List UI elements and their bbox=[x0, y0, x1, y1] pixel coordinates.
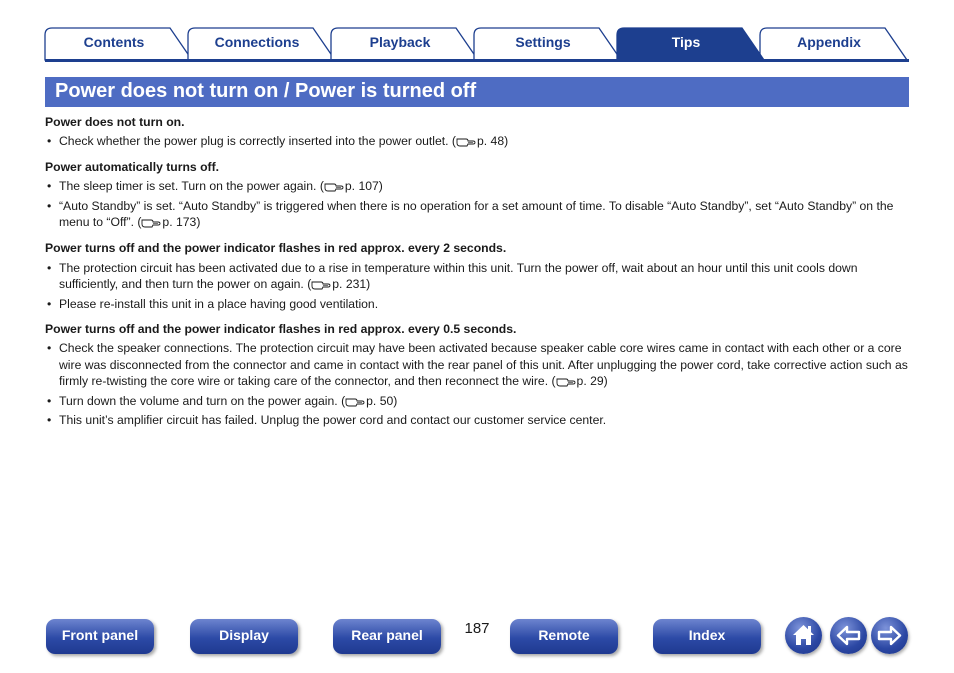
list-item bbox=[45, 198, 910, 233]
page-reference-text: p. 107 bbox=[344, 179, 379, 194]
section-heading: Power automatically turns off. bbox=[45, 159, 220, 174]
tab-playback[interactable]: Playback bbox=[369, 34, 431, 50]
home-icon bbox=[785, 617, 822, 654]
index-label: Index bbox=[688, 627, 726, 643]
page-number: 187 bbox=[464, 620, 490, 637]
front-panel-label: Front panel bbox=[61, 627, 139, 643]
list-item bbox=[45, 340, 910, 391]
bullet-list bbox=[45, 178, 910, 232]
bullet-list bbox=[45, 340, 910, 428]
page-reference[interactable]: ( p. 50) bbox=[341, 394, 397, 408]
content-area bbox=[45, 114, 910, 430]
tab-underline bbox=[45, 59, 909, 62]
bullet-icon: • bbox=[47, 198, 52, 213]
pointing-hand-icon bbox=[311, 278, 331, 294]
back-arrow-icon bbox=[830, 617, 867, 654]
bullet-icon: • bbox=[47, 260, 52, 275]
display-button[interactable] bbox=[190, 619, 298, 654]
pointing-hand-icon bbox=[324, 180, 344, 196]
forward-arrow-icon bbox=[871, 617, 908, 654]
page-reference[interactable]: ( p. 29) bbox=[551, 374, 607, 388]
bullet-icon: • bbox=[47, 134, 52, 149]
list-item bbox=[45, 260, 910, 295]
bullet-icon: • bbox=[47, 413, 52, 428]
item-text: Turn down the volume and turn on the power again. bbox=[59, 393, 338, 408]
pointing-hand-icon bbox=[456, 135, 476, 151]
page-title: Power does not turn on / Power is turned off bbox=[55, 80, 477, 102]
bullet-icon: • bbox=[47, 341, 52, 356]
display-label: Display bbox=[219, 627, 269, 643]
item-text: “Auto Standby” is set. “Auto Standby” is triggered when there is no operation for a set amount of time. To disable “Auto Standby”, set “Auto Standby” on the menu to “Off”. bbox=[59, 198, 894, 230]
home-button[interactable] bbox=[785, 617, 822, 654]
tab-settings[interactable]: Settings bbox=[515, 34, 571, 50]
page-reference-text: p. 29 bbox=[576, 374, 604, 389]
item-text: Check the speaker connections. The protection circuit may have been activated because speaker cable core wires came in contact with each other or a core wire was disconnected from the connector and came in contact with the rear panel of this unit. After unplugging the power cord, take corrective action such as firmly re-twisting the core wire or taking care of the connector, and then reconnect the wire. bbox=[59, 341, 908, 389]
page-reference-text: p. 50 bbox=[366, 393, 394, 408]
pointing-hand-icon bbox=[556, 375, 576, 391]
section-heading: Power turns off and the power indicator flashes in red approx. every 0.5 seconds. bbox=[45, 322, 517, 337]
section-heading: Power turns off and the power indicator flashes in red approx. every 2 seconds. bbox=[45, 241, 507, 256]
page-reference[interactable]: ( p. 48) bbox=[452, 134, 508, 148]
index-button[interactable] bbox=[653, 619, 761, 654]
forward-button[interactable] bbox=[871, 617, 908, 654]
list-item bbox=[45, 393, 910, 411]
item-text: Please re-install this unit in a place having good ventilation. bbox=[59, 296, 379, 311]
item-text: The sleep timer is set. Turn on the power again. bbox=[59, 179, 317, 194]
bullet-icon: • bbox=[47, 393, 52, 408]
list-item bbox=[45, 412, 910, 428]
page-reference[interactable]: ( p. 231) bbox=[307, 277, 370, 291]
pointing-hand-icon bbox=[141, 216, 161, 232]
title-bar bbox=[45, 77, 909, 107]
pointing-hand-icon bbox=[345, 395, 365, 411]
bullet-list bbox=[45, 133, 910, 151]
bullet-icon: • bbox=[47, 179, 52, 194]
page-reference-text: p. 173 bbox=[162, 215, 197, 230]
rear-panel-label: Rear panel bbox=[351, 627, 423, 643]
tab-appendix[interactable]: Appendix bbox=[797, 34, 861, 50]
back-button[interactable] bbox=[830, 617, 867, 654]
tab-tips[interactable]: Tips bbox=[671, 34, 701, 50]
list-item bbox=[45, 296, 910, 312]
page-reference[interactable]: ( p. 173) bbox=[137, 215, 200, 229]
list-item bbox=[45, 178, 910, 196]
section-heading: Power does not turn on. bbox=[45, 115, 185, 129]
page-reference[interactable]: ( p. 107) bbox=[320, 179, 383, 193]
remote-label: Remote bbox=[538, 627, 590, 643]
front-panel-button[interactable] bbox=[46, 619, 154, 654]
rear-panel-button[interactable] bbox=[333, 619, 441, 654]
tab-contents[interactable]: Contents bbox=[83, 34, 145, 50]
remote-button[interactable] bbox=[510, 619, 618, 654]
item-text: Check whether the power plug is correctly inserted into the power outlet. bbox=[59, 134, 449, 149]
item-text: The protection circuit has been activated due to a rise in temperature within this unit. Turn the power off, wait about an hour until this unit cools down sufficiently, and then turn the power on again. bbox=[59, 260, 858, 292]
bullet-list bbox=[45, 260, 910, 312]
bullet-icon: • bbox=[47, 296, 52, 311]
item-text: This unit’s amplifier circuit has failed. Unplug the power cord and contact our customer service center. bbox=[59, 413, 607, 428]
tab-connections[interactable]: Connections bbox=[214, 34, 300, 50]
page-reference-text: p. 48 bbox=[476, 134, 505, 149]
list-item bbox=[45, 133, 910, 151]
page-reference-text: p. 231 bbox=[332, 277, 367, 292]
